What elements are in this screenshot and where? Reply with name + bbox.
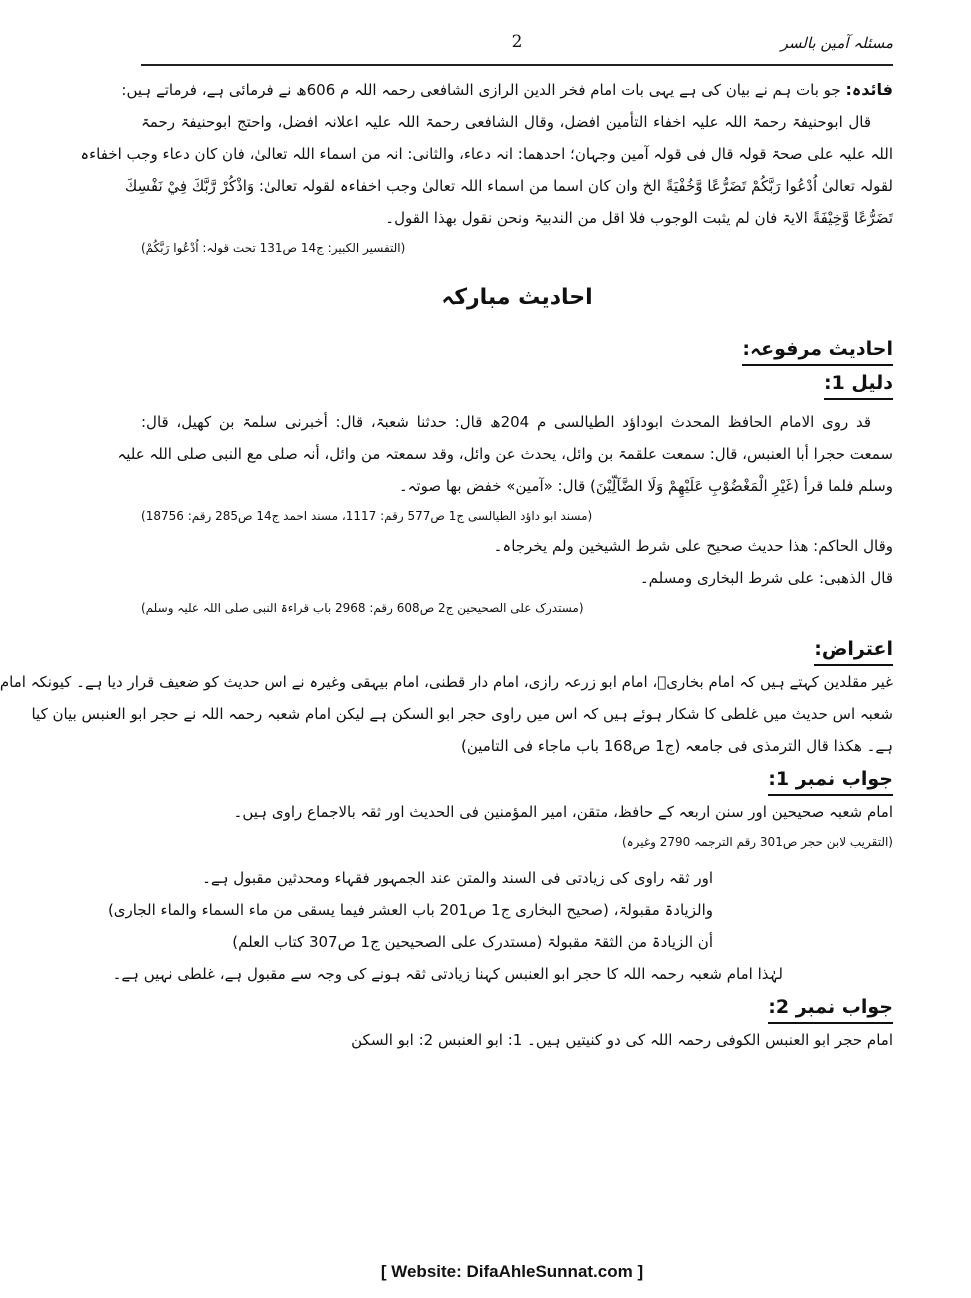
hakim-statement: وقال الحاکم: ھذا حدیث صحیح علی شرط الشیخین ولم یخرجاہ۔ xyxy=(493,537,893,555)
faida-arabic-line: لقولہ تعالیٰ اُدْعُوا رَبَّكُمْ تَضَرُّعًا وَّخُفْيَةً الخ وان کان اسما من اسماء اللہ تعالیٰ وجب اخفاءہ لقولہ تعالیٰ: وَاذْكُرْ رَّبَّكَ فِيْ نَفْسِكَ xyxy=(124,177,893,195)
objection-line: غیر مقلدین کہتے ہیں کہ امام بخاریؒ، امام ابو زرعہ رازی، امام دار قطنی، امام بیہقی وغیرہ نے اس حدیث کو ضعیف قرار دیا ہے۔ کیونکہ امام xyxy=(0,673,893,691)
answer-1-line: لہٰذا امام شعبہ رحمہ اللہ کا حجر ابو العنبس کہنا زیادتی ثقہ ہونے کی وجہ سے مقبول ہے، غلطی نہیں ہے۔ xyxy=(112,965,783,983)
dalil-1-reference-2: (مستدرک علی الصحیحین ج2 ص608 رقم: 2968 باب قراءۃ النبی صلی اللہ علیہ وسلم) xyxy=(141,601,584,615)
dalil-1-line: سمعت حجرا أبا العنبس، قال: سمعت علقمۃ بن وائل، یحدث عن وائل، وقد سمعتہ من وائل، أنہ صلی مع النبی صلی اللہ علیہ xyxy=(117,445,893,463)
dhahabi-statement: قال الذھبی: علی شرط البخاری ومسلم۔ xyxy=(639,569,893,587)
section-marfua-label: احادیث مرفوعہ: xyxy=(742,334,893,366)
answer-1-reference: (التقریب لابن حجر ص301 رقم الترجمہ 2790 وغیرہ) xyxy=(621,835,893,849)
faida-intro: جو بات ہم نے بیان کی ہے یہی بات امام فخر الدین الرازی الشافعی رحمہ اللہ م 606ھ نے فرمائی ہے، فرماتے ہیں: xyxy=(121,81,841,99)
dalil-1-line: قد روی الامام الحافظ المحدث ابوداؤد الطیالسی م 204ھ قال: حدثنا شعبۃ، قال: أخبرنی سلمۃ بن کھیل، قال: xyxy=(141,413,872,431)
page-content xyxy=(0,74,893,1056)
answer-1-label: جواب نمبر 1: xyxy=(768,764,893,796)
faida-arabic-line: اللہ علیہ علی صحۃ قولہ قال فی قولہ آمین وجہان؛ احدھما: انہ دعاء، والثانی: انہ من اسماء اللہ تعالیٰ، فان کان دعاء وجب اخفاءہ xyxy=(80,145,893,163)
page-number: 2 xyxy=(511,32,523,52)
answer-2-label: جواب نمبر 2: xyxy=(768,992,893,1024)
page-header xyxy=(141,30,893,66)
answer-1-heading xyxy=(141,762,893,796)
section-marfua-heading xyxy=(141,332,893,366)
answer-1-line: أن الزیادۃ من الثقۃ مقبولۃ (مستدرک علی الصحیحین ج1 ص307 کتاب العلم) xyxy=(232,933,713,951)
answer-2-heading xyxy=(141,990,893,1024)
objection-heading xyxy=(141,632,893,666)
faida-arabic-line: تَضَرُّعًا وَّخِيْفَةً الایۃ فان لم یثبت الوجوب فلا اقل من الندبیۃ ونحن نقول بھذا القول۔ xyxy=(385,209,893,227)
dalil-1-reference: (مسند ابو داؤد الطیالسی ج1 ص577 رقم: 1117، مسند احمد ج14 ص285 رقم: 18756) xyxy=(141,509,593,523)
answer-1-line: امام شعبہ صحیحین اور سنن اربعہ کے حافظ، متقن، امیر المؤمنین فی الحدیث اور ثقہ بالاجماع راوی ہیں۔ xyxy=(233,803,893,821)
faida-reference: (التفسیر الکبیر: ج14 ص131 تحت قولہ: اُدْعُوا رَبَّكُمْ) xyxy=(141,241,406,255)
answer-1-line: اور ثقہ راوی کی زیادتی فی السند والمتن عند الجمہور فقہاء ومحدثین مقبول ہے۔ xyxy=(202,869,713,887)
website-footer: [ Website: DifaAhleSunnat.com ] xyxy=(380,1262,644,1281)
objection-line: ہے۔ ھکذا قال الترمذی فی جامعہ (ج1 ص168 باب ماجاء فی التامین) xyxy=(460,737,893,755)
book-title: مسئلہ آمین بالسر xyxy=(780,34,893,52)
objection-line: شعبہ اس حدیث میں غلطی کا شکار ہوئے ہیں کہ اس میں راوی حجر ابو السکن ہے لیکن امام شعبہ رحمہ اللہ نے حجر ابو العنبس بیان کیا xyxy=(31,705,893,723)
faida-arabic-line: قال ابوحنیفۃ رحمۃ اللہ علیہ اخفاء التأمین افضل، وقال الشافعی رحمۃ اللہ علیہ اعلانہ افضل، واحتج ابوحنیفۃ رحمۃ xyxy=(141,113,871,131)
main-title: احادیث مبارکہ xyxy=(441,285,593,310)
objection-label: اعتراض: xyxy=(814,634,893,666)
faida-intro-line xyxy=(121,74,893,106)
dalil-1-line: وسلم فلما قرأ (غَيْرِ الْمَغْضُوْبِ عَلَيْهِمْ وَلَا الضَّآلِّيْنَ) قال: «آمین» خفض بھا صوتہ۔ xyxy=(398,477,893,495)
answer-2-line: امام حجر ابو العنبس الکوفی رحمہ اللہ کی دو کنیتیں ہیں۔ 1: ابو العنبس 2: ابو السکن xyxy=(351,1031,893,1049)
dalil-1-label: دلیل 1: xyxy=(824,368,893,400)
dalil-1-heading xyxy=(141,366,893,400)
answer-1-line: والزیادۃ مقبولۃ، (صحیح البخاری ج1 ص201 باب العشر فیما یسقی من ماء السماء والماء الجاری) xyxy=(107,901,713,919)
faida-label: فائدہ: xyxy=(845,80,893,99)
